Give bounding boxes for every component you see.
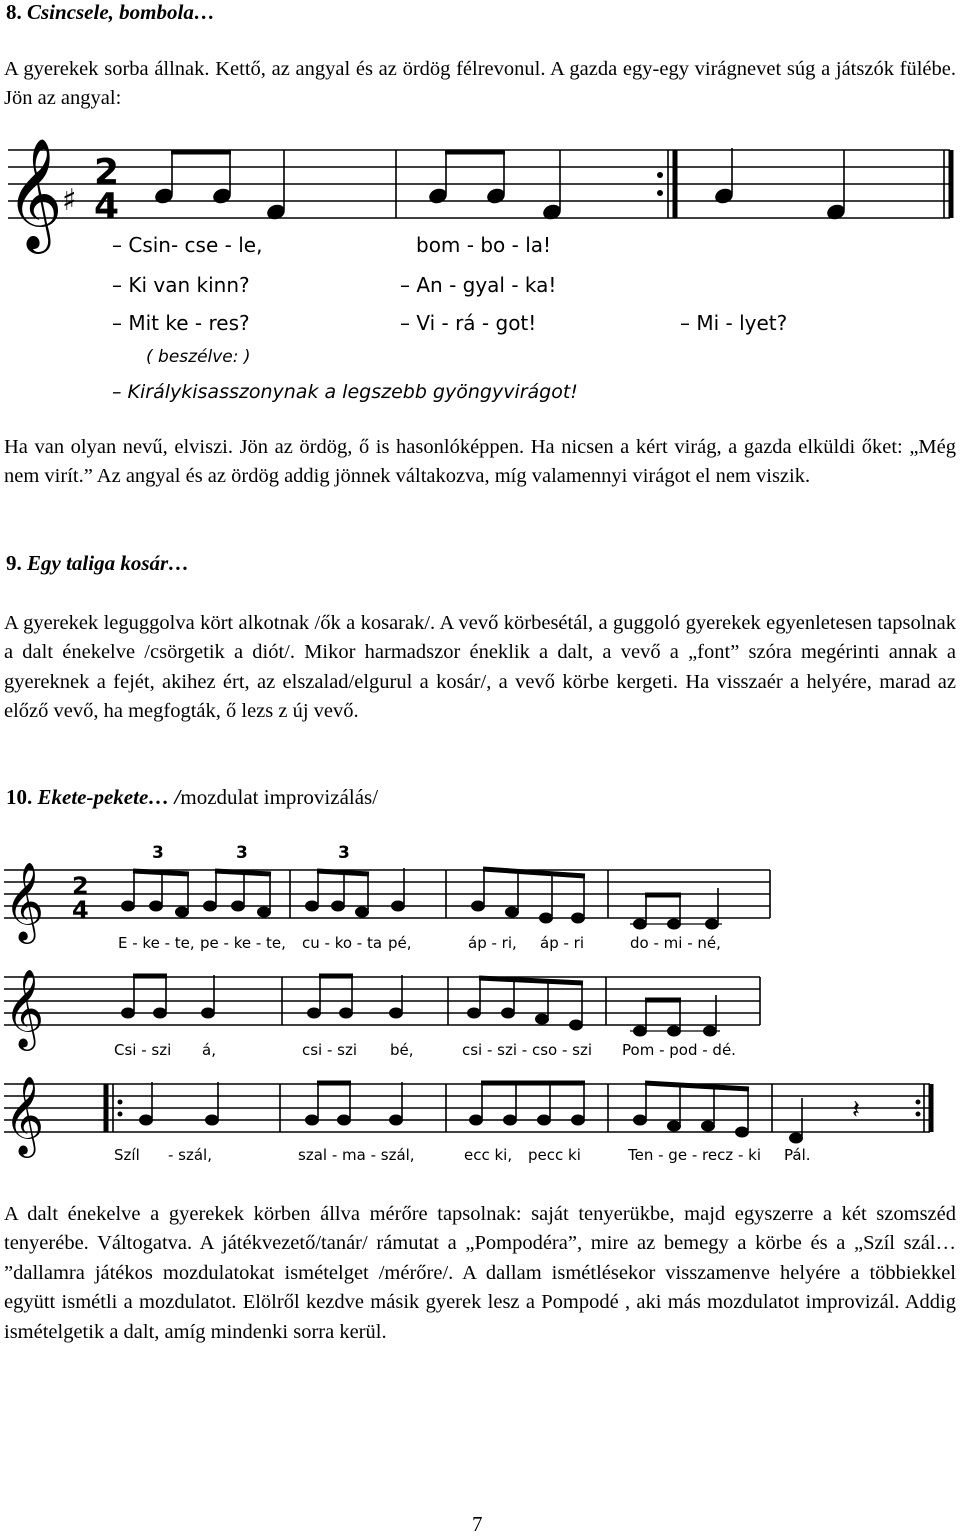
lyric: Pom - pod - dé. <box>622 1041 736 1059</box>
lyric-line-3a: – Mit ke - res? <box>112 311 250 335</box>
measure-1 <box>153 150 287 222</box>
treble-clef-icon: 𝄞 <box>6 137 63 249</box>
lyric-line-2a: – Ki van kinn? <box>112 273 250 297</box>
lyric: áp - ri <box>540 934 584 952</box>
spoken-note: ( beszélve: ) <box>146 347 251 367</box>
section-10-heading <box>6 785 378 810</box>
notes-row-1 <box>121 868 770 930</box>
treble-clef-icon: 𝄞 <box>4 969 45 1048</box>
lyric: á, <box>202 1041 216 1059</box>
triplet-mark: 3 <box>152 843 164 863</box>
lyric-line-1a: – Csin- cse - le, <box>112 233 263 257</box>
notes-row-3 <box>106 1082 931 1144</box>
lyrics-row-2 <box>114 1041 736 1059</box>
section-8-heading <box>6 0 215 25</box>
section-10-text: A dalt énekelve a gyerekek körben állva mérőre tapsolnak: saját tenyerükbe, majd egyszerre a két szomszéd tenyerébe. Váltogatva. A játékvezető/tanár/ rámutat a „Pompodéra”, mire az bemegy a körbe és a „Szíl szál… ”dallamra játékos mozdulatokat ismételget /mérőre/. A dallam ismétlésekor visszamenve helyére a többiekkel együtt ismétli a mozdulatot. Elölről kezdve másik gyerek lesz a Pompodé , aki más mozdulatot improvizál. Addig ismételgetik a dalt, amíg mindenki sorra kerül. <box>4 1203 956 1343</box>
time-signature-bottom: 4 <box>72 896 89 924</box>
section-8-title: Csincsele, bombola… <box>27 0 215 24</box>
lyric: Ten - ge - recz - ki <box>628 1146 761 1164</box>
lyric: E - ke - te, <box>118 934 195 952</box>
time-signature-bottom: 4 <box>94 186 120 227</box>
section-9-heading <box>6 551 189 576</box>
lyric: áp - ri, <box>468 934 517 952</box>
lyric-line-2b: – An - gyal - ka! <box>400 273 557 297</box>
lyric: szal - ma - szál, <box>298 1146 415 1164</box>
measure-3 <box>713 148 847 222</box>
notes-row-2 <box>121 975 760 1037</box>
treble-clef-icon: 𝄞 <box>4 862 45 941</box>
lyric: ecc ki, <box>464 1146 513 1164</box>
lyric-line-3c: – Mi - lyet? <box>680 311 788 335</box>
treble-clef-icon: 𝄞 <box>4 1076 45 1155</box>
lyric: pe - ke - te, <box>200 934 286 952</box>
staff-lines <box>8 150 950 218</box>
section-10-title: Ekete-pekete… / <box>37 785 181 809</box>
lyric-line-4: – Királykisasszonynak a legszebb gyöngyvirágot! <box>112 381 578 403</box>
lyric: Szíl <box>114 1146 140 1164</box>
section-9-title: Egy taliga kosár… <box>27 551 190 575</box>
lyric: do - mi - né, <box>630 934 721 952</box>
lyric: Csi - szi <box>114 1041 172 1059</box>
svg-text:𝄽: 𝄽 <box>852 1095 860 1125</box>
lyric: csi - szi - cso - szi <box>462 1041 593 1059</box>
lyric: csi - szi <box>302 1041 358 1059</box>
music-score-row-2 <box>0 955 960 1065</box>
sharp-icon: ♯ <box>62 183 77 218</box>
section-10-number: 10. <box>6 785 33 809</box>
section-9-text: A gyerekek leguggolva kört alkotnak /ők a kosarak/. A vevő körbesétál, a guggoló gyerekek egyenletesen tapsolnak a dalt énekelve /csörgetik a diót/. Mikor harmadszor éneklik a dalt, a vevő a „font” szóra megérinti annak a gyereknek a fejét, akihez ért, az elszalad/elgurul a kosár/, a vevő körbe kergeti. Ha visszaér a helyére, marad az előző vevő, ha megfogták, ő lezs z új vevő. <box>4 612 956 723</box>
triplet-mark: 3 <box>236 843 248 863</box>
measure-2 <box>427 150 563 222</box>
lyric: bé, <box>390 1041 414 1059</box>
lyric: - szál, <box>168 1146 212 1164</box>
section-8-after: Ha van olyan nevű, elviszi. Jön az ördög, ő is hasonlóképpen. Ha nicsen a kért virág, a gazda elküldi őket: „Még nem virít.” Az angyal és az ördög addig jönnek váltakozva, míg valamennyi virágot el nem viszik. <box>4 436 956 488</box>
page-number: 7 <box>472 1512 483 1536</box>
section-8-intro: A gyerekek sorba állnak. Kettő, az angyal és az ördög félrevonul. A gazda egy-egy virágnevet súg a játszók fülébe. Jön az angyal: <box>4 58 956 110</box>
time-signature-top: 2 <box>94 152 120 193</box>
lyric: Pál. <box>784 1146 811 1164</box>
section-8-number: 8. <box>6 0 22 24</box>
lyrics-row-3 <box>114 1146 811 1164</box>
lyric-line-3b: – Vi - rá - got! <box>400 311 537 335</box>
section-10-title-rest: mozdulat improvizálás/ <box>180 785 379 809</box>
section-9-number: 9. <box>6 551 22 575</box>
time-signature-top: 2 <box>72 872 89 900</box>
lyric: cu - ko - ta <box>302 934 383 952</box>
triplet-mark: 3 <box>338 843 350 863</box>
music-score-row-3 <box>0 1066 960 1176</box>
lyric: pé, <box>388 934 412 952</box>
music-score-row-1 <box>0 838 960 958</box>
lyrics-row-1 <box>118 934 721 952</box>
lyric: pecc ki <box>528 1146 581 1164</box>
lyric-line-1b: bom - bo - la! <box>416 233 552 257</box>
